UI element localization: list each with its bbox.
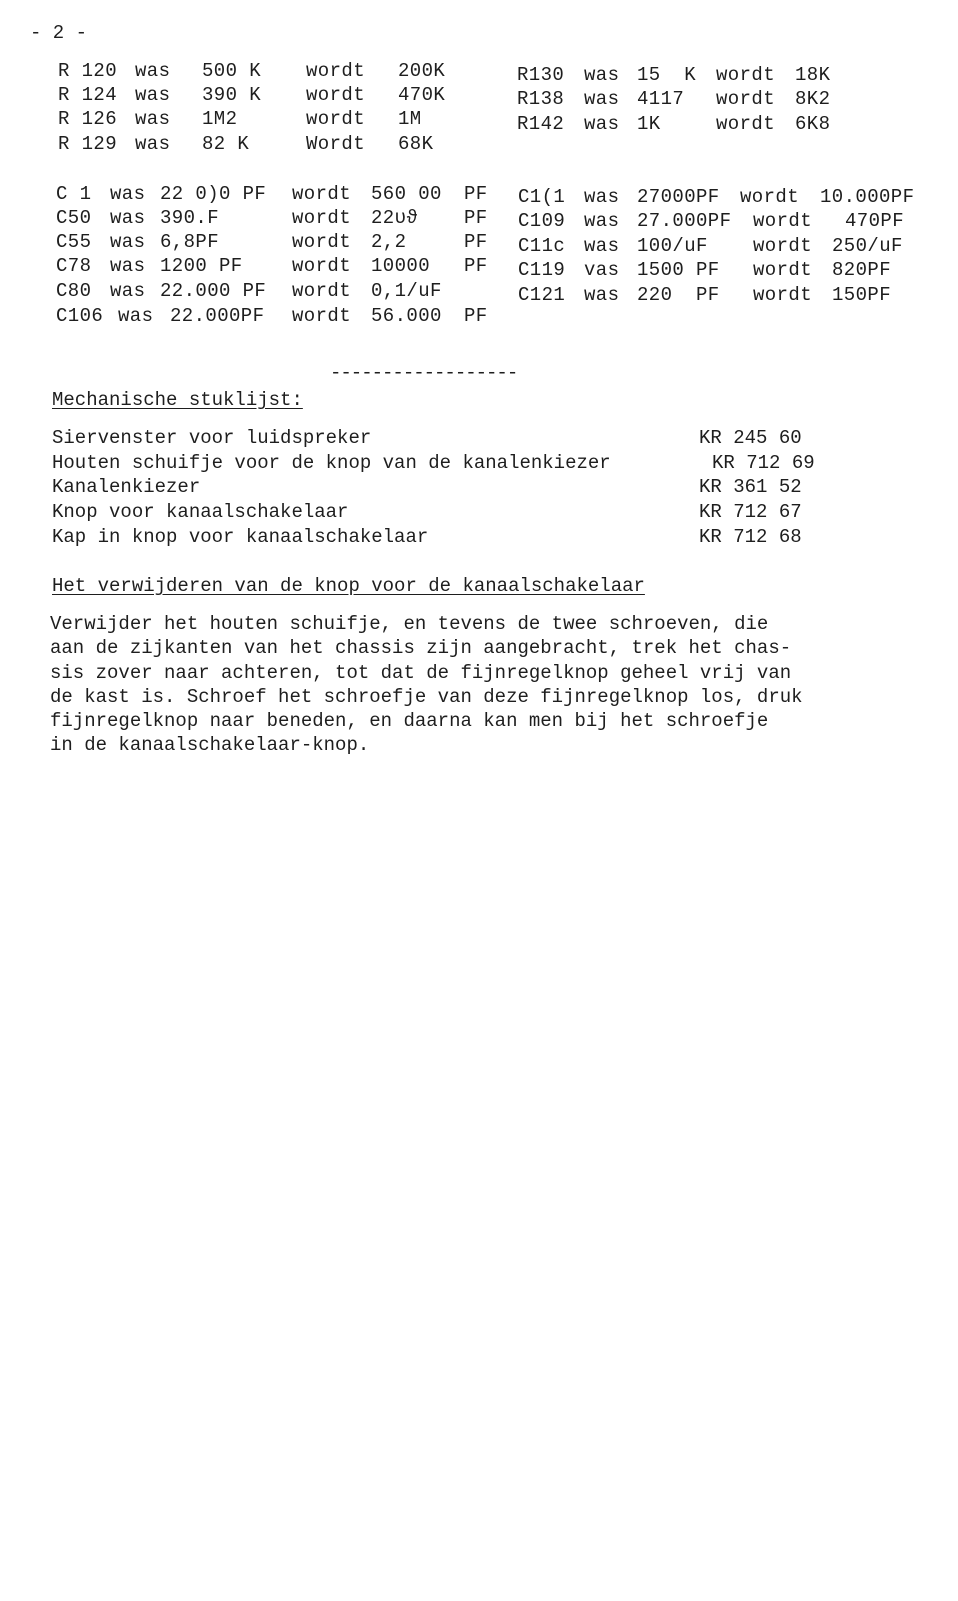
was-label: was bbox=[135, 60, 171, 82]
was-label: was bbox=[110, 207, 146, 229]
was-label: was bbox=[135, 108, 171, 130]
part-name: Knop voor kanaalschakelaar bbox=[52, 501, 349, 523]
wordt-label: wordt bbox=[716, 64, 776, 86]
old-value: 27.000PF bbox=[637, 210, 732, 232]
wordt-label: wordt bbox=[292, 255, 352, 277]
old-value: 1M2 bbox=[202, 108, 238, 130]
paragraph-line: sis zover naar achteren, tot dat de fijnregelknop geheel vrij van bbox=[50, 661, 792, 684]
old-value: 1K bbox=[637, 113, 661, 135]
new-value: 820PF bbox=[832, 259, 892, 281]
paragraph-line: fijnregelknop naar beneden, en daarna kan men bij het schroefje bbox=[50, 710, 769, 733]
component-ref: R 120 bbox=[58, 60, 118, 82]
component-ref: R142 bbox=[517, 113, 565, 135]
was-label: was bbox=[584, 64, 620, 86]
new-value: 470K bbox=[398, 84, 446, 106]
was-label: was bbox=[584, 284, 620, 306]
component-ref: C106 bbox=[56, 305, 104, 327]
wordt-label: wordt bbox=[306, 60, 366, 82]
unit: PF bbox=[464, 183, 488, 205]
was-label: was bbox=[110, 183, 146, 205]
new-value: 10000 bbox=[371, 255, 431, 277]
wordt-label: wordt bbox=[292, 305, 352, 327]
capacitor-row bbox=[0, 284, 958, 310]
capacitor-row bbox=[0, 235, 958, 261]
old-value: 1500 PF bbox=[637, 259, 720, 281]
wordt-label: wordt bbox=[306, 84, 366, 106]
page-number: - 2 - bbox=[30, 22, 88, 44]
parts-list-item bbox=[52, 476, 952, 501]
unit: PF bbox=[464, 305, 488, 327]
component-ref: C50 bbox=[56, 207, 92, 229]
component-ref: C78 bbox=[56, 255, 92, 277]
resistor-row bbox=[0, 64, 958, 90]
old-value: 15 K bbox=[637, 64, 697, 86]
old-value: 390 K bbox=[202, 84, 262, 106]
wordt-label: wordt bbox=[753, 235, 813, 257]
part-code: KR 245 60 bbox=[699, 427, 802, 449]
unit: PF bbox=[464, 231, 488, 253]
capacitor-row bbox=[0, 210, 958, 236]
removal-instructions bbox=[50, 612, 950, 758]
was-label: was bbox=[110, 231, 146, 253]
part-name: Kanalenkiezer bbox=[52, 476, 201, 498]
wordt-label: wordt bbox=[753, 259, 813, 281]
was-label: was bbox=[110, 280, 146, 302]
capacitor-row bbox=[0, 186, 958, 212]
part-name: Houten schuifje voor de knop van de kanalenkiezer bbox=[52, 452, 611, 474]
parts-list-item bbox=[52, 501, 952, 526]
old-value: 100/uF bbox=[637, 235, 708, 257]
resistor-row bbox=[0, 113, 958, 139]
new-value: 22υϑ bbox=[371, 207, 419, 229]
wordt-label: wordt bbox=[716, 113, 776, 135]
new-value: 18K bbox=[795, 64, 831, 86]
component-ref: C119 bbox=[518, 259, 566, 281]
new-value: 250/uF bbox=[832, 235, 903, 257]
resistor-row bbox=[0, 88, 958, 114]
parts-list-item bbox=[52, 427, 952, 452]
old-value: 82 K bbox=[202, 133, 250, 155]
removal-heading: Het verwijderen van de knop voor de kanaalschakelaar bbox=[52, 575, 645, 597]
wordt-label: Wordt bbox=[306, 133, 366, 155]
new-value: 150PF bbox=[832, 284, 892, 306]
paragraph-line: in de kanaalschakelaar-knop. bbox=[50, 734, 370, 757]
new-value: 560 00 bbox=[371, 183, 442, 205]
component-ref: C11ᴄ bbox=[518, 235, 566, 257]
old-value: 4117 bbox=[637, 88, 685, 110]
old-value: 6,8PF bbox=[160, 231, 220, 253]
component-ref: C55 bbox=[56, 231, 92, 253]
paragraph-line: Verwijder het houten schuifje, en tevens de twee schroeven, die bbox=[50, 613, 769, 635]
was-label: vas bbox=[584, 259, 620, 281]
old-value: 1200 PF bbox=[160, 255, 243, 277]
new-value: 68K bbox=[398, 133, 434, 155]
wordt-label: wordt bbox=[753, 210, 813, 232]
new-value: 10.000PF bbox=[820, 186, 915, 208]
paragraph-line: aan de zijkanten van het chassis zijn aangebracht, trek het chas- bbox=[50, 637, 792, 660]
unit: PF bbox=[464, 207, 488, 229]
wordt-label: wordt bbox=[292, 280, 352, 302]
new-value: 8K2 bbox=[795, 88, 831, 110]
new-value: 56.000 bbox=[371, 305, 442, 327]
part-name: Siervenster voor luidspreker bbox=[52, 427, 372, 449]
new-value: 2,2 bbox=[371, 231, 407, 253]
was-label: was bbox=[135, 84, 171, 106]
part-name: Kap in knop voor kanaalschakelaar bbox=[52, 526, 429, 548]
part-code: KR 712 68 bbox=[699, 526, 802, 548]
was-label: was bbox=[135, 133, 171, 155]
component-ref: R138 bbox=[517, 88, 565, 110]
parts-list-item bbox=[52, 526, 952, 551]
old-value: 500 K bbox=[202, 60, 262, 82]
was-label: was bbox=[584, 113, 620, 135]
new-value: 470PF bbox=[845, 210, 905, 232]
component-ref: R 126 bbox=[58, 108, 118, 130]
mechanical-parts-heading: Mechanische stuklijst: bbox=[52, 389, 303, 411]
wordt-label: wordt bbox=[753, 284, 813, 306]
section-divider: ------------------ bbox=[330, 362, 518, 384]
wordt-label: wordt bbox=[292, 207, 352, 229]
was-label: was bbox=[584, 88, 620, 110]
was-label: was bbox=[584, 235, 620, 257]
component-ref: C 1 bbox=[56, 183, 92, 205]
unit: PF bbox=[464, 255, 488, 277]
component-ref: C109 bbox=[518, 210, 566, 232]
old-value: 22.000 PF bbox=[160, 280, 267, 302]
new-value: 200K bbox=[398, 60, 446, 82]
component-ref: C121 bbox=[518, 284, 566, 306]
parts-list-item bbox=[52, 452, 952, 477]
part-code: KR 712 67 bbox=[699, 501, 802, 523]
component-ref: R 124 bbox=[58, 84, 118, 106]
component-ref: R 129 bbox=[58, 133, 118, 155]
old-value: 390.F bbox=[160, 207, 220, 229]
wordt-label: wordt bbox=[740, 186, 800, 208]
wordt-label: wordt bbox=[292, 183, 352, 205]
wordt-label: wordt bbox=[292, 231, 352, 253]
component-ref: C1(1 bbox=[518, 186, 566, 208]
was-label: was bbox=[584, 186, 620, 208]
new-value: 0,1/uF bbox=[371, 280, 442, 302]
part-code: KR 361 52 bbox=[699, 476, 802, 498]
new-value: 1M bbox=[398, 108, 422, 130]
was-label: was bbox=[110, 255, 146, 277]
capacitor-row bbox=[0, 259, 958, 285]
component-ref: R130 bbox=[517, 64, 565, 86]
wordt-label: wordt bbox=[716, 88, 776, 110]
wordt-label: wordt bbox=[306, 108, 366, 130]
component-ref: C80 bbox=[56, 280, 92, 302]
old-value: 22.000PF bbox=[170, 305, 265, 327]
paragraph-line: de kast is. Schroef het schroefje van deze fijnregelknop los, druk bbox=[50, 685, 803, 708]
part-code: KR 712 69 bbox=[712, 452, 815, 474]
old-value: 220 PF bbox=[637, 284, 720, 306]
was-label: was bbox=[118, 305, 154, 327]
was-label: was bbox=[584, 210, 620, 232]
new-value: 6K8 bbox=[795, 113, 831, 135]
old-value: 22 0)0 PF bbox=[160, 183, 267, 205]
old-value: 27000PF bbox=[637, 186, 720, 208]
